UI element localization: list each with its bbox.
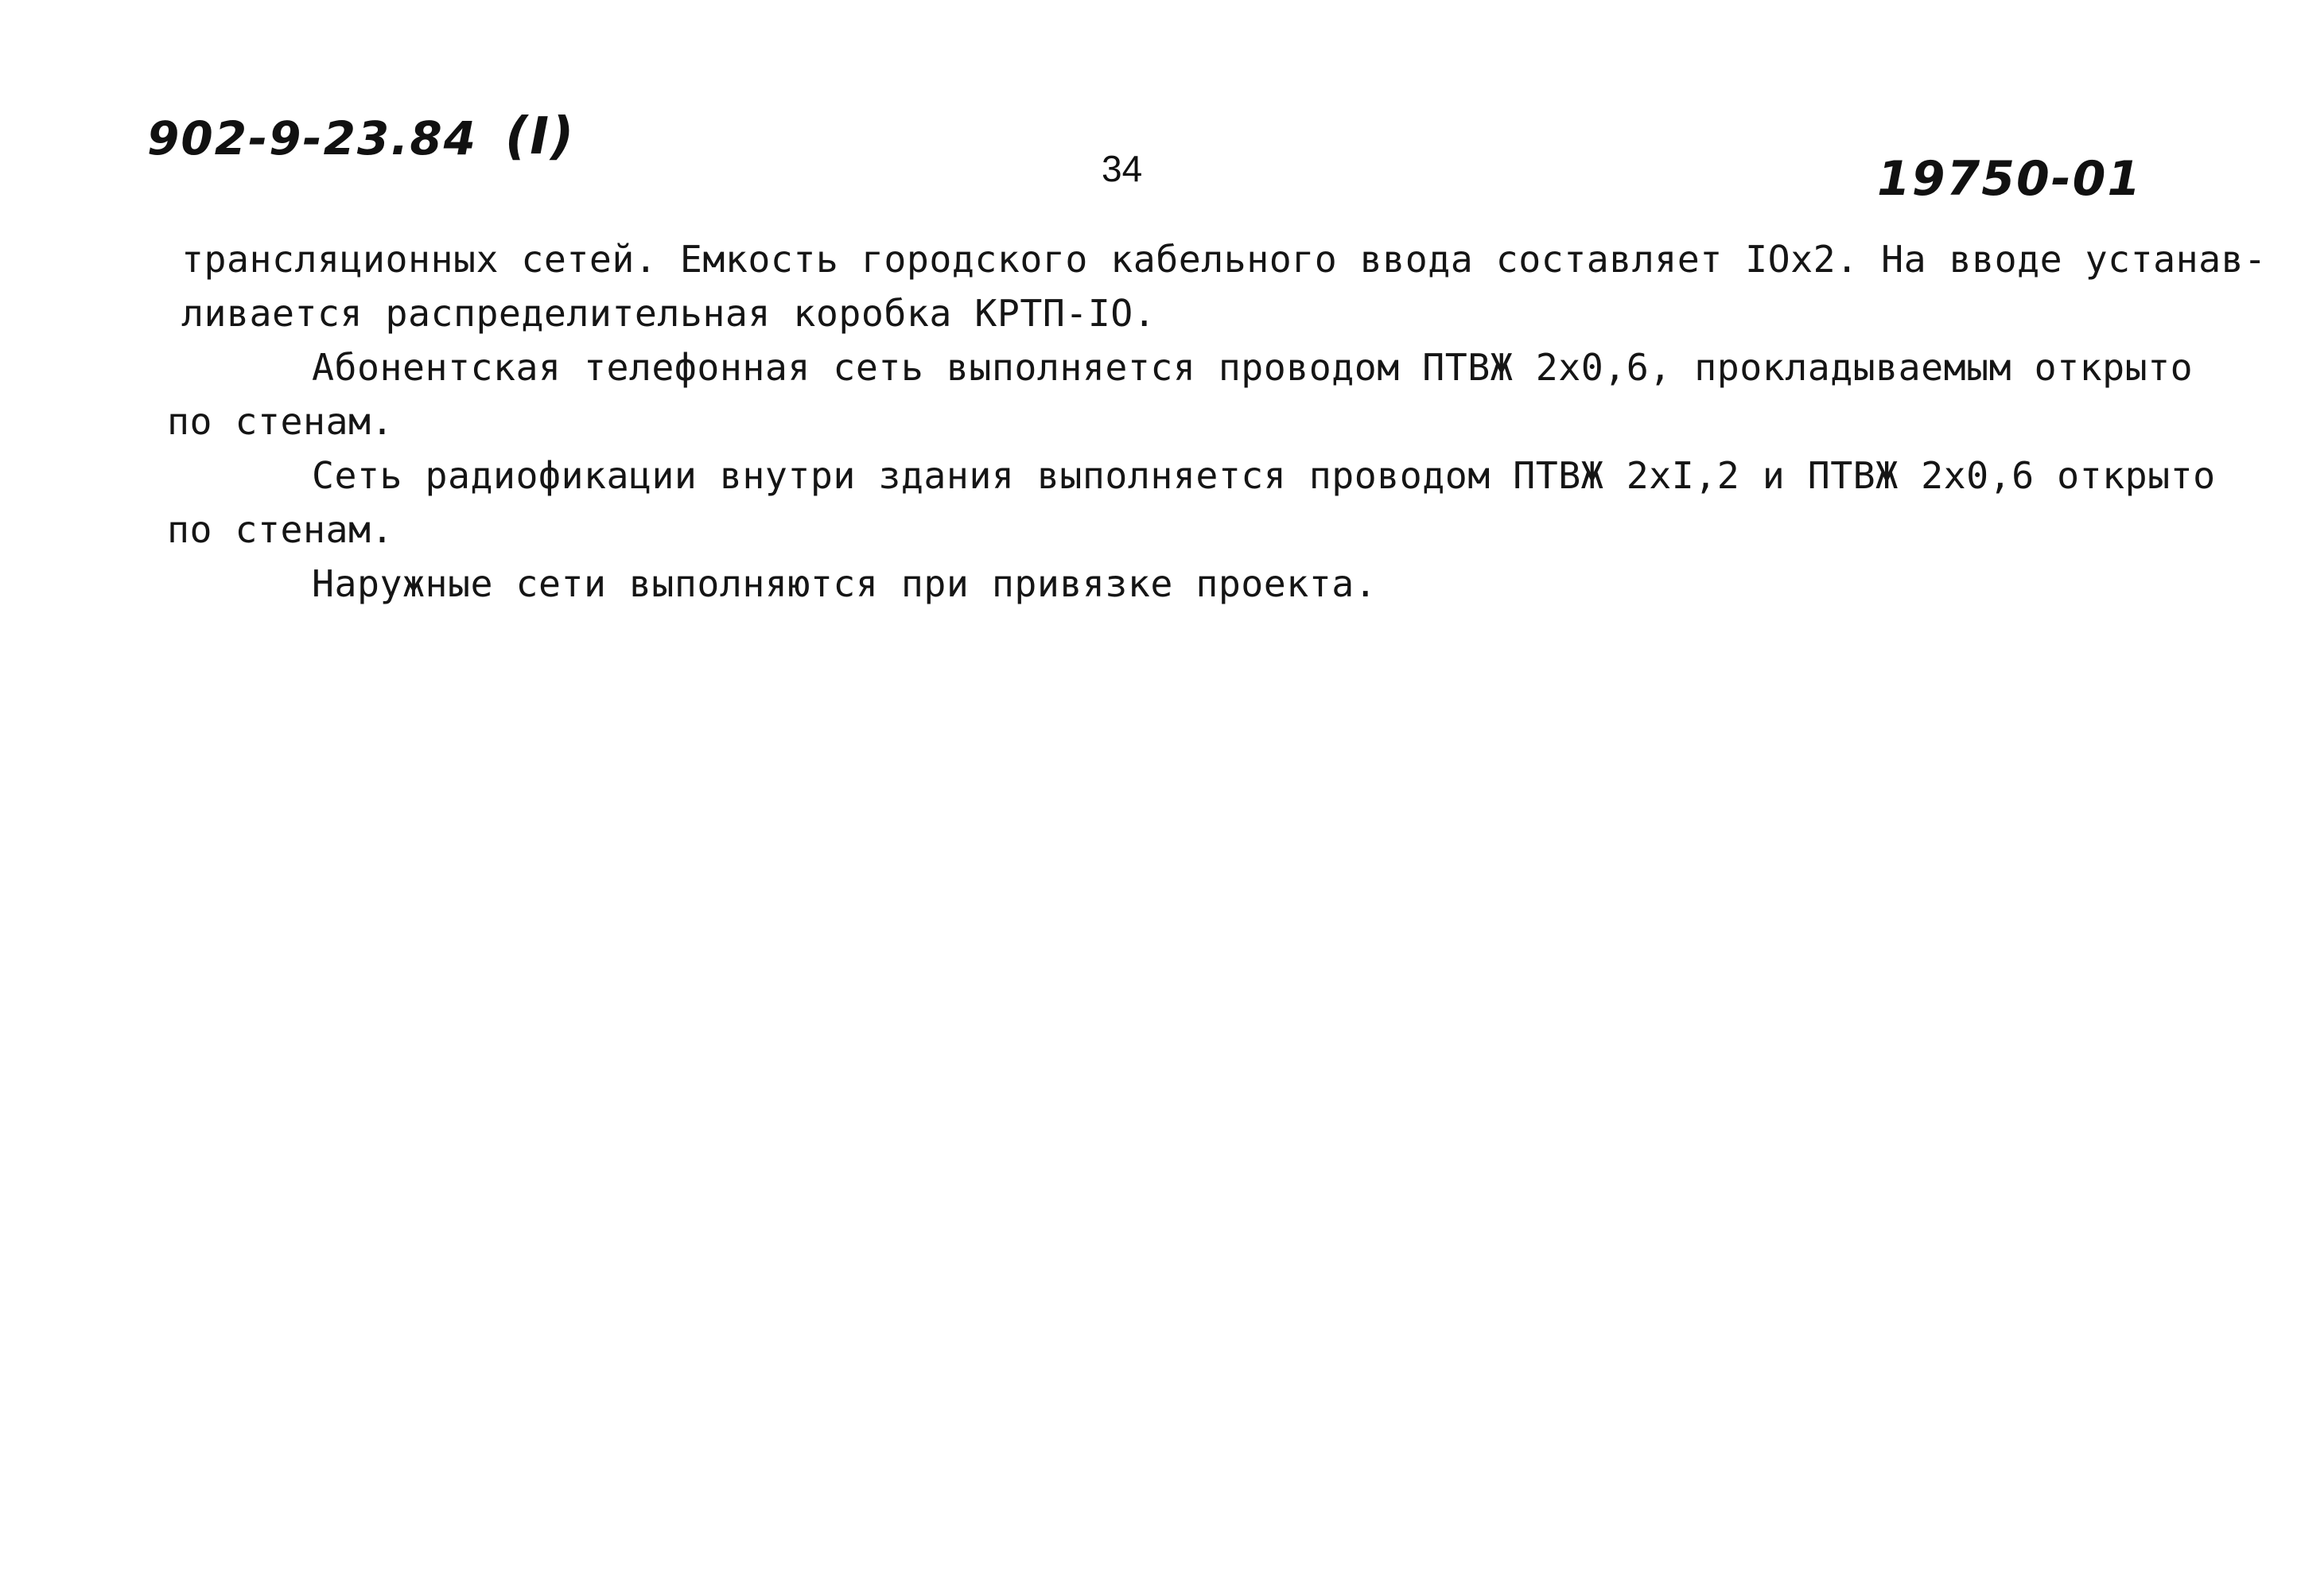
text-line: Сеть радиофикации внутри здания выполняется проводом ПТВЖ 2хI,2 и ПТВЖ 2х0,6 открыто: [312, 454, 2216, 497]
text-line: трансляционных сетей. Емкость городского кабельного ввода составляет IOx2. На вводе устанав-: [181, 238, 2267, 281]
text-line: Наружные сети выполняются при привязке проекта.: [312, 562, 1378, 605]
inventory-number: 19750-01: [1877, 151, 2143, 207]
text-line: по стенам.: [167, 400, 394, 443]
document-code: 902-9-23.84: [147, 111, 478, 165]
text-line: Абонентская телефонная сеть выполняется проводом ПТВЖ 2х0,6, прокладываемым открыто: [312, 346, 2194, 389]
text-line: по стенам.: [167, 508, 394, 551]
sheet-mark: (I): [505, 107, 576, 166]
page-number: 34: [1102, 148, 1143, 189]
text-line: ливается распределительная коробка КРТП-IO.: [181, 292, 1156, 335]
